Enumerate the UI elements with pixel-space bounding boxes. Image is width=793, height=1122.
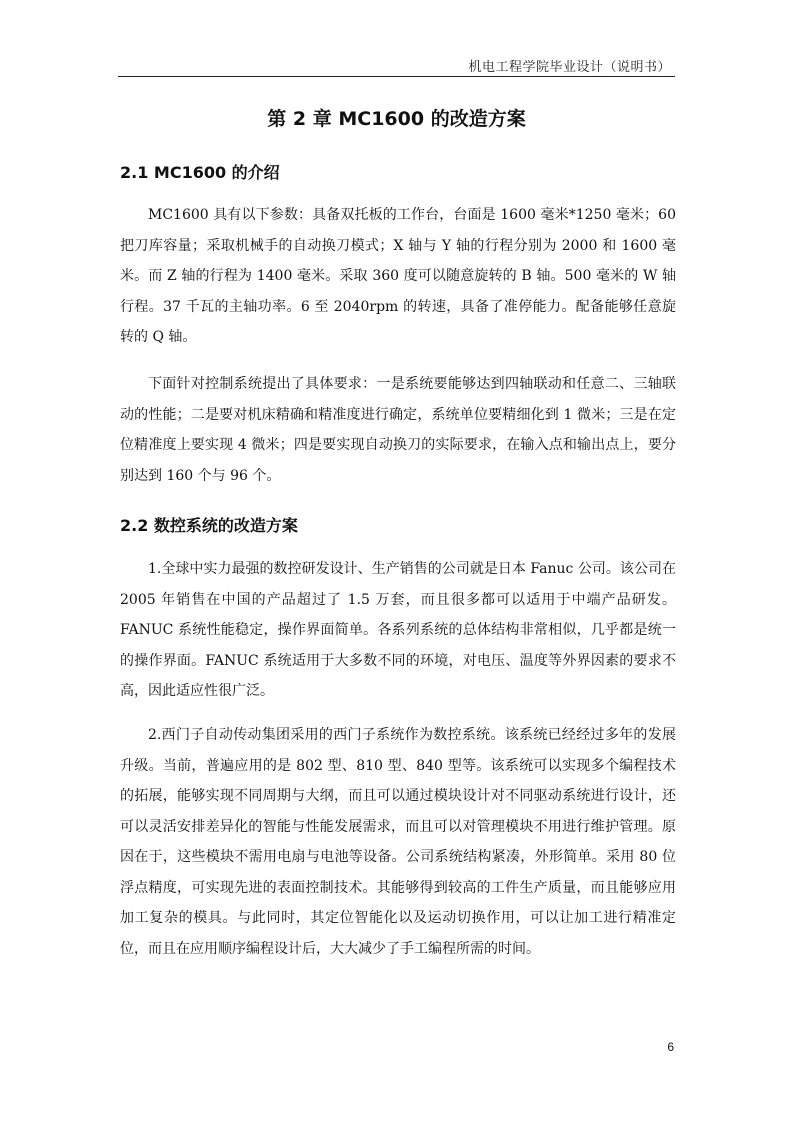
section-title-2-1: 2.1 MC1600 的介绍 (120, 163, 280, 182)
header-text: 机电工程学院毕业设计（说明书） (468, 60, 671, 75)
paragraph-siemens: 2.西门子自动传动集团采用的西门子系统作为数控系统。该系统已经经过多年的发展升级。当前，普遍应用的是 802 型、810 型、840 型等。该系统可以实现多个编程技术的拓展，能够实现不同周期与大纲，而且可以通过模块设计对不同驱动系统进行设计，还可以灵活安排差异化的智能与性能发展需求，而且可以对管理模块不用进行维护管理。原因在于，这些模块不需用电扇与电池等设备。公司系统结构紧凑，外形简单。采用 80 位浮点精度，可实现先进的表面控制技术。其能够得到较高的工件生产质量，而且能够应用加工复杂的模具。与此同时，其定位智能化以及运动切换作用，可以让加工进行精准定位，而且在应用顺序编程设计后，大大减少了手工编程所需的时间。 (120, 727, 676, 957)
paragraph-mc1600-specs: MC1600 具有以下参数：具备双托板的工作台，台面是 1600 毫米*1250 毫米；60 把刀库容量；采取机械手的自动换刀模式；X 轴与 Y 轴的行程分别为 2000 和 1600 毫米。而 Z 轴的行程为 1400 毫米。采取 360 度可以随意旋转的 B 轴。500 毫米的 W 轴行程。37 千瓦的主轴功率。6 至 2040rpm 的转速，具备了准停能力。配备能够任意旋转的 Q 轴。 (120, 207, 676, 345)
page-number: 6 (667, 1040, 674, 1054)
section-title-2-2: 2.2 数控系统的改造方案 (120, 516, 298, 535)
paragraph-fanuc: 1.全球中实力最强的数控研发设计、生产销售的公司就是日本 Fanuc 公司。该公司在 2005 年销售在中国的产品超过了 1.5 万套，而且很多都可以适用于中端产品研发。FANUC 系统性能稳定，操作界面简单。各系列系统的总体结构非常相似，几乎都是统一的操作界面。FANUC 系统适用于大多数不同的环境，对电压、温度等外界因素的要求不高，因此适应性很广泛。 (120, 561, 676, 699)
paragraph-control-requirements: 下面针对控制系统提出了具体要求：一是系统要能够达到四轴联动和任意二、三轴联动的性能；二是要对机床精确和精准度进行确定，系统单位要精细化到 1 微米；三是在定位精准度上要实现 4 微米；四是要实现自动换刀的实际要求，在输入点和输出点上，要分别达到 160 个与 96 个。 (120, 376, 676, 484)
chapter-title: 第 2 章 MC1600 的改造方案 (267, 108, 526, 130)
page-header (118, 56, 675, 77)
